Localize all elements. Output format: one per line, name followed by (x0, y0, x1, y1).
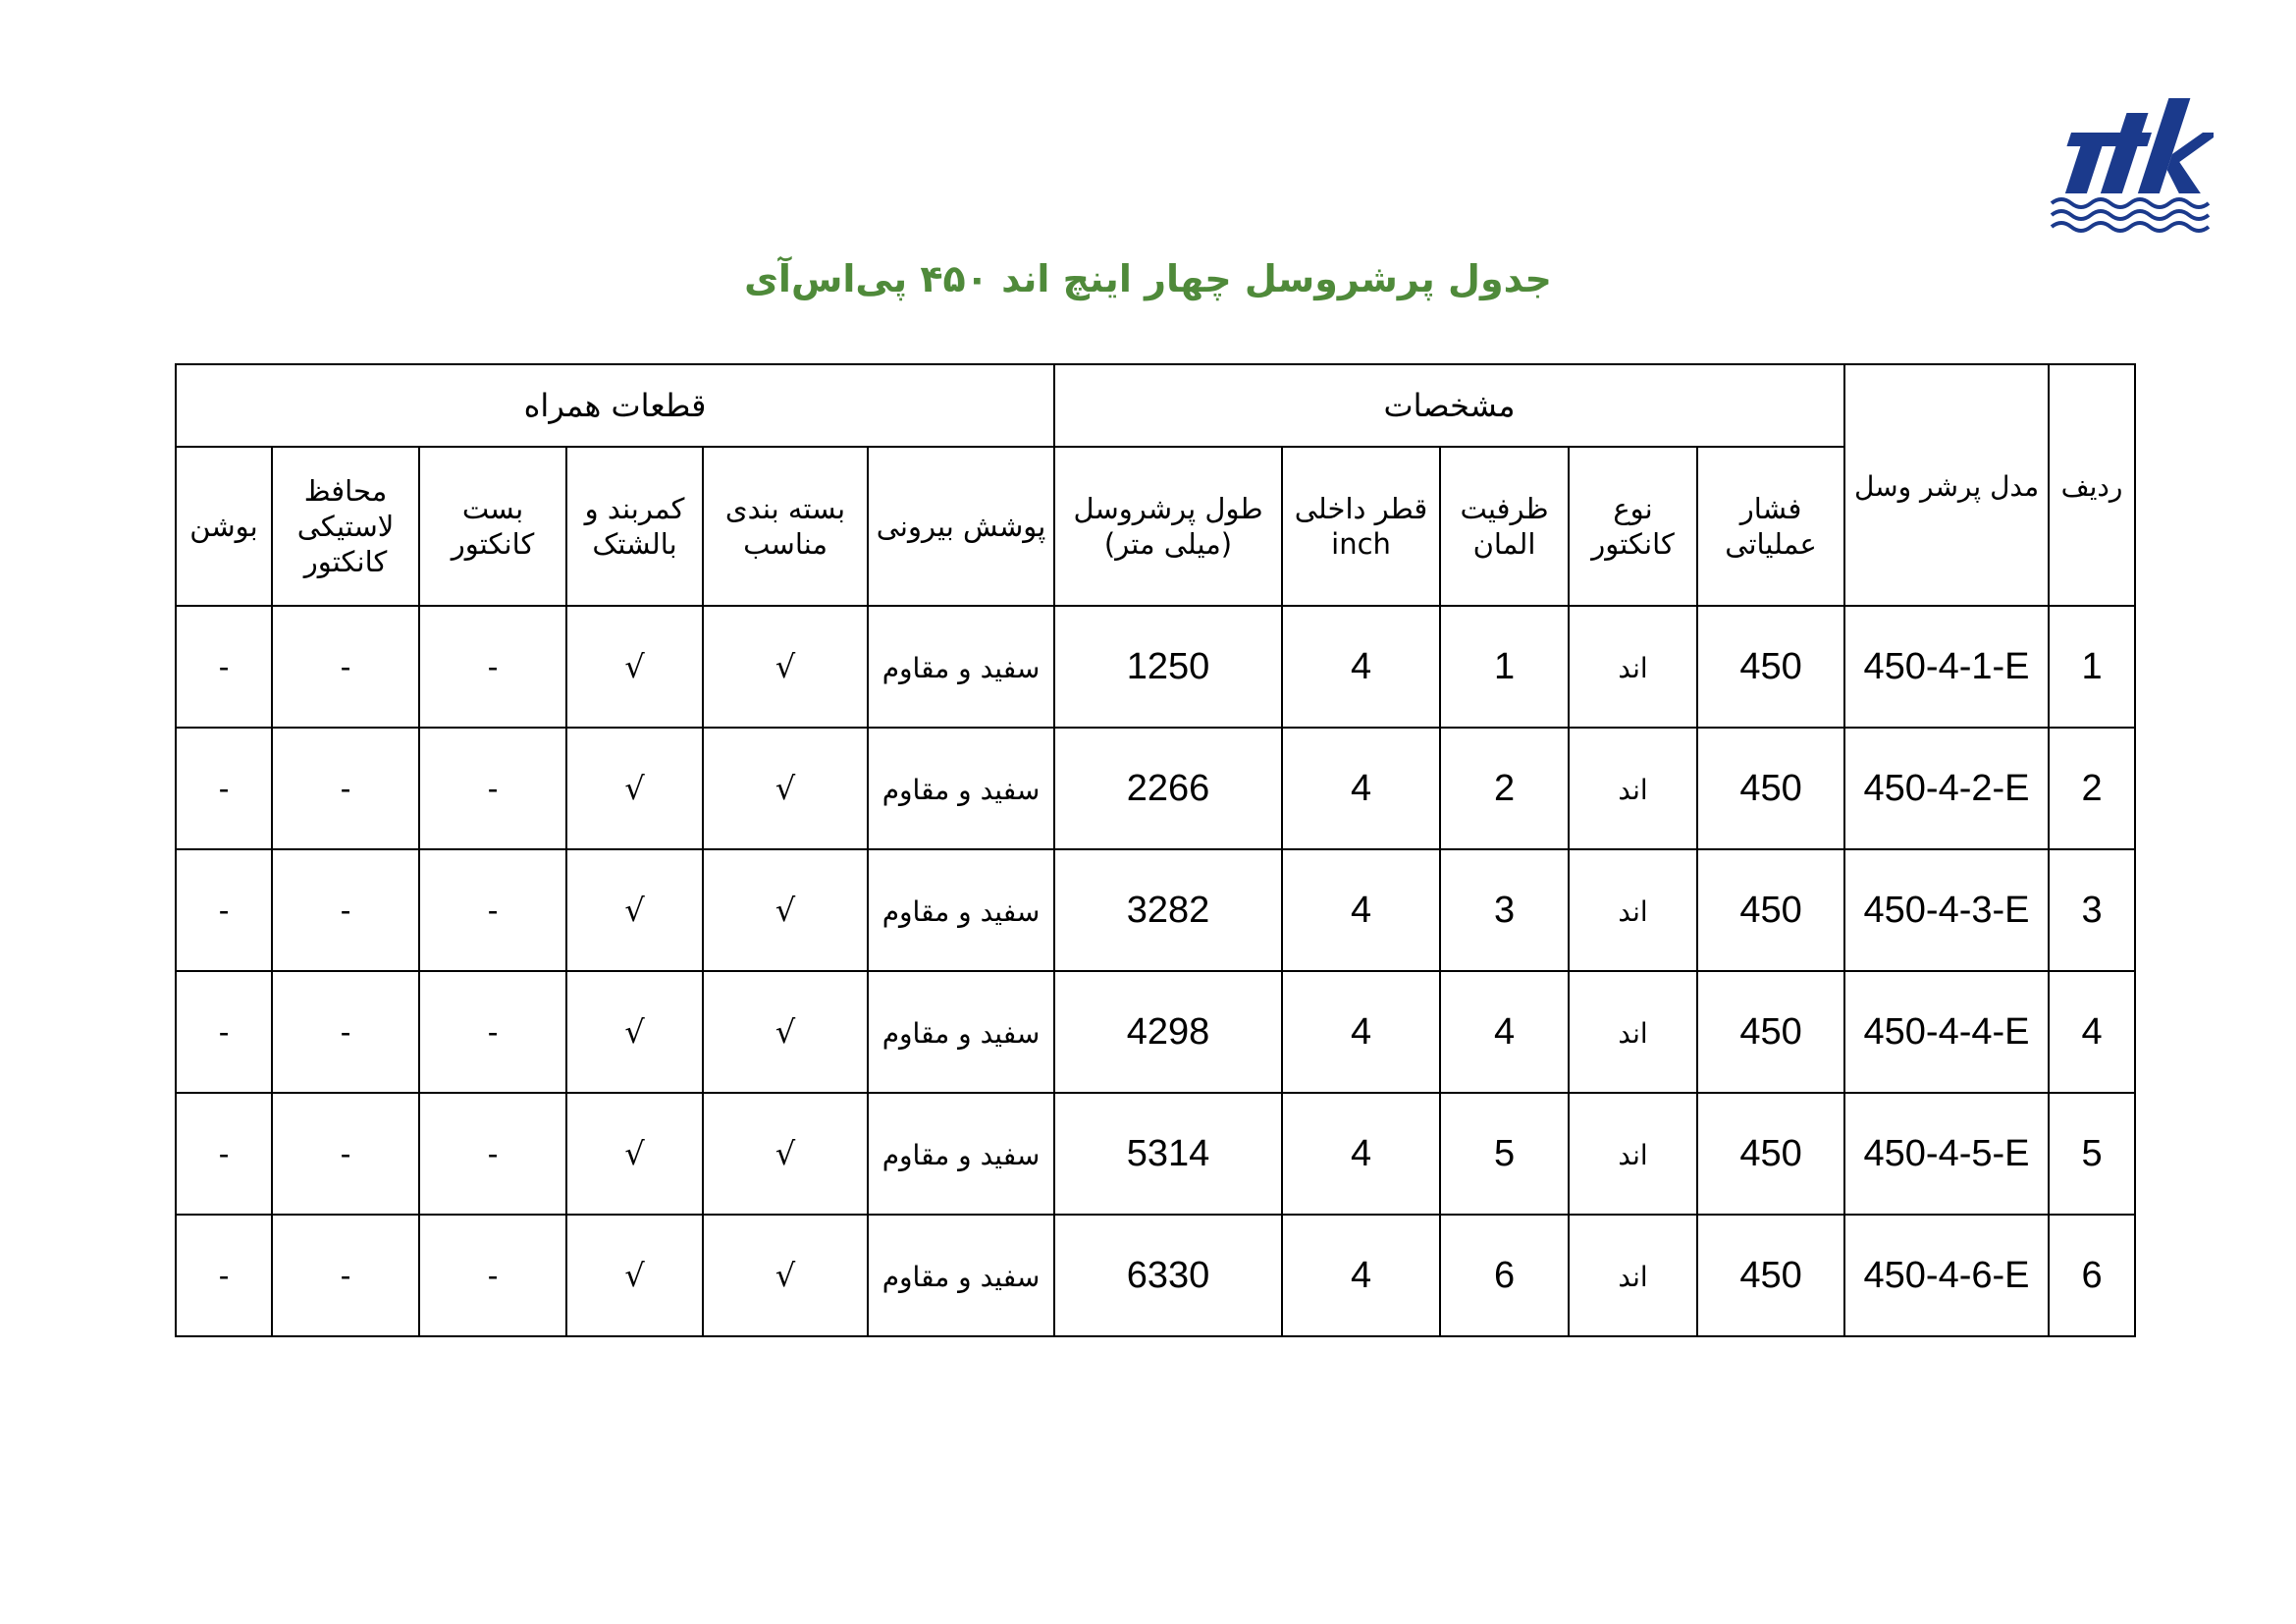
cell-bushing: - (176, 728, 272, 849)
cell-model: 450-4-1-E (1844, 606, 2049, 728)
cell-connector-clamp: - (419, 728, 566, 849)
cell-connector-clamp: - (419, 1093, 566, 1215)
cell-connector-type: اند (1569, 606, 1697, 728)
cell-connector-clamp: - (419, 1215, 566, 1336)
header-connector-clamp: بست کانکتور (419, 447, 566, 606)
cell-cover: سفید و مقاوم (868, 1215, 1054, 1336)
cell-model: 450-4-4-E (1844, 971, 2049, 1093)
cell-length: 5314 (1054, 1093, 1282, 1215)
table-row (176, 728, 2135, 849)
cell-pressure: 450 (1697, 606, 1844, 728)
cell-bushing: - (176, 606, 272, 728)
cell-model: 450-4-6-E (1844, 1215, 2049, 1336)
cell-model: 450-4-5-E (1844, 1093, 2049, 1215)
cell-element-capacity: 1 (1440, 606, 1569, 728)
header-pressure: فشار عملیاتی (1697, 447, 1844, 606)
cell-inner-diameter: 4 (1282, 849, 1440, 971)
cell-element-capacity: 3 (1440, 849, 1569, 971)
cell-inner-diameter: 4 (1282, 1215, 1440, 1336)
header-row-number: ردیف (2049, 364, 2135, 606)
cell-belt: √ (566, 849, 703, 971)
company-logo (2047, 93, 2214, 241)
cell-row: 6 (2049, 1215, 2135, 1336)
cell-bushing: - (176, 1215, 272, 1336)
header-length: طول پرشروسل (میلی متر) (1054, 447, 1282, 606)
cell-row: 4 (2049, 971, 2135, 1093)
table-row (176, 849, 2135, 971)
header-belt: کمربند و بالشتک (566, 447, 703, 606)
cell-length: 6330 (1054, 1215, 1282, 1336)
group-header-specs: مشخصات (1054, 364, 1844, 447)
cell-belt: √ (566, 606, 703, 728)
header-inner-diameter: قطر داخلی inch (1282, 447, 1440, 606)
cell-cover: سفید و مقاوم (868, 849, 1054, 971)
cell-element-capacity: 5 (1440, 1093, 1569, 1215)
header-rubber-guard: محافظ لاستیکی کانکتور (272, 447, 419, 606)
cell-bushing: - (176, 971, 272, 1093)
header-packaging: بسته بندی مناسب (703, 447, 868, 606)
cell-row: 1 (2049, 606, 2135, 728)
cell-rubber-guard: - (272, 606, 419, 728)
cell-connector-clamp: - (419, 849, 566, 971)
cell-rubber-guard: - (272, 1215, 419, 1336)
cell-rubber-guard: - (272, 1093, 419, 1215)
cell-length: 1250 (1054, 606, 1282, 728)
table-row (176, 971, 2135, 1093)
table-row (176, 606, 2135, 728)
table-row (176, 1093, 2135, 1215)
cell-element-capacity: 4 (1440, 971, 1569, 1093)
cell-belt: √ (566, 1093, 703, 1215)
cell-pressure: 450 (1697, 849, 1844, 971)
cell-pressure: 450 (1697, 728, 1844, 849)
cell-row: 5 (2049, 1093, 2135, 1215)
cell-pressure: 450 (1697, 971, 1844, 1093)
cell-model: 450-4-2-E (1844, 728, 2049, 849)
header-cover: پوشش بیرونی (868, 447, 1054, 606)
cell-rubber-guard: - (272, 971, 419, 1093)
cell-element-capacity: 6 (1440, 1215, 1569, 1336)
cell-packaging: √ (703, 1215, 868, 1336)
cell-pressure: 450 (1697, 1093, 1844, 1215)
cell-bushing: - (176, 1093, 272, 1215)
cell-cover: سفید و مقاوم (868, 971, 1054, 1093)
cell-element-capacity: 2 (1440, 728, 1569, 849)
cell-bushing: - (176, 849, 272, 971)
cell-cover: سفید و مقاوم (868, 606, 1054, 728)
cell-cover: سفید و مقاوم (868, 728, 1054, 849)
header-bushing: بوشن (176, 447, 272, 606)
cell-length: 4298 (1054, 971, 1282, 1093)
cell-cover: سفید و مقاوم (868, 1093, 1054, 1215)
cell-inner-diameter: 4 (1282, 1093, 1440, 1215)
cell-belt: √ (566, 971, 703, 1093)
header-connector-type: نوع کانکتور (1569, 447, 1697, 606)
cell-belt: √ (566, 1215, 703, 1336)
cell-rubber-guard: - (272, 728, 419, 849)
cell-inner-diameter: 4 (1282, 971, 1440, 1093)
cell-inner-diameter: 4 (1282, 606, 1440, 728)
pressure-vessel-table (175, 363, 2136, 1337)
cell-length: 2266 (1054, 728, 1282, 849)
cell-connector-type: اند (1569, 728, 1697, 849)
page-title: جدول پرشروسل چهار اینچ اند ۴۵۰ پی‌اس‌آی (744, 257, 1552, 300)
cell-packaging: √ (703, 606, 868, 728)
header-element-capacity: ظرفیت المان (1440, 447, 1569, 606)
cell-packaging: √ (703, 728, 868, 849)
cell-inner-diameter: 4 (1282, 728, 1440, 849)
cell-row: 2 (2049, 728, 2135, 849)
cell-length: 3282 (1054, 849, 1282, 971)
cell-row: 3 (2049, 849, 2135, 971)
cell-connector-type: اند (1569, 849, 1697, 971)
cell-rubber-guard: - (272, 849, 419, 971)
cell-connector-type: اند (1569, 1215, 1697, 1336)
cell-connector-clamp: - (419, 971, 566, 1093)
cell-packaging: √ (703, 849, 868, 971)
cell-belt: √ (566, 728, 703, 849)
cell-connector-type: اند (1569, 1093, 1697, 1215)
header-model: مدل پرشر وسل (1844, 364, 2049, 606)
cell-packaging: √ (703, 971, 868, 1093)
cell-packaging: √ (703, 1093, 868, 1215)
cell-model: 450-4-3-E (1844, 849, 2049, 971)
cell-connector-type: اند (1569, 971, 1697, 1093)
cell-pressure: 450 (1697, 1215, 1844, 1336)
table-row (176, 1215, 2135, 1336)
cell-connector-clamp: - (419, 606, 566, 728)
group-header-accessories: قطعات همراه (176, 364, 1054, 447)
